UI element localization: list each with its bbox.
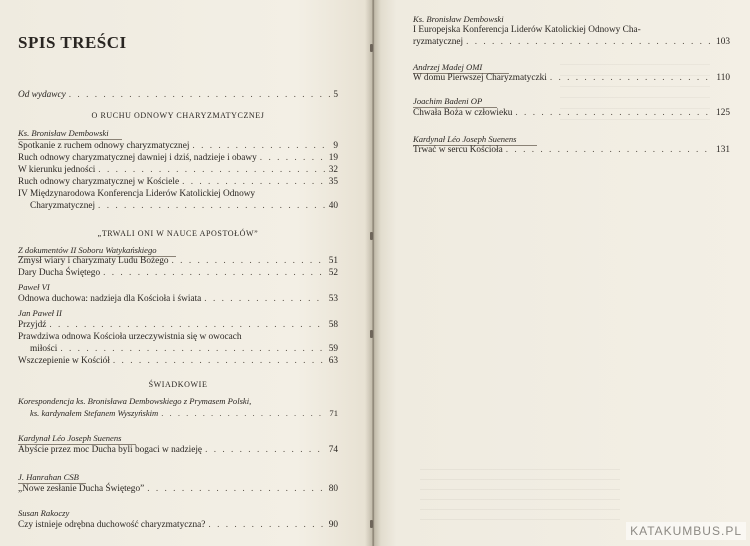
toc-entry-page: 58	[328, 320, 338, 330]
toc-entry-title: W domu Pierwszej Charyzmatyczki	[413, 73, 547, 83]
right-author-4: Kardynał Léo Joseph Suenens	[413, 134, 517, 144]
toc-entry-page: 110	[716, 73, 730, 83]
leader-dots	[172, 256, 326, 267]
toc-entry-title: Trwać w sercu Kościoła	[413, 145, 503, 155]
toc-entry	[18, 165, 338, 176]
toc-entry-page: 125	[716, 108, 730, 118]
leader-dots	[182, 177, 326, 188]
leader-dots	[205, 445, 326, 456]
toc-entry	[18, 320, 338, 331]
toc-entry-title: miłości	[30, 344, 58, 354]
toc-entry-title: Dary Ducha Świętego	[18, 268, 101, 278]
toc-entry-title: Ruch odnowy charyzmatycznej w Kościele	[18, 177, 180, 187]
toc-entry	[18, 256, 338, 267]
toc-entry-page: 52	[328, 268, 338, 278]
leader-dots	[506, 145, 713, 156]
leader-dots	[208, 520, 325, 531]
watermark: KATAKUMBUS.PL	[626, 522, 746, 540]
leader-dots	[98, 165, 325, 176]
binding-stitch	[370, 232, 373, 240]
toc-entry-page: 103	[716, 37, 730, 47]
toc-entry-title: Od wydawcy	[18, 90, 66, 100]
leader-dots	[204, 294, 325, 305]
toc-entry	[413, 37, 730, 48]
section3-author-rakoczy: Susan Rakoczy	[18, 508, 70, 518]
toc-entry-title: ks. kardynałem Stefanem Wyszyńskim	[30, 408, 159, 418]
toc-entry-page: 71	[329, 408, 338, 418]
toc-title: SPIS TREŚCI	[18, 33, 127, 52]
toc-entry-page: 74	[328, 445, 338, 455]
leader-dots	[98, 201, 326, 212]
toc-entry-page: 53	[328, 294, 338, 304]
toc-entry-page: 51	[328, 256, 338, 266]
leader-dots	[113, 356, 326, 367]
toc-entry-title: Charyzmatycznej	[30, 201, 96, 211]
toc-entry	[18, 153, 338, 164]
toc-entry	[18, 177, 338, 188]
toc-entry-foreword	[18, 90, 338, 101]
toc-entry	[30, 344, 338, 355]
section3-author-suenens: Kardynał Léo Joseph Suenens	[18, 433, 122, 443]
section-heading-1: O RUCHU ODNOWY CHARYZMATYCZNEJ	[91, 111, 265, 120]
bleed-through-texture	[420, 460, 620, 520]
toc-entry	[18, 268, 338, 279]
toc-entry-page: 40	[328, 201, 338, 211]
toc-entry-page: 35	[328, 177, 338, 187]
toc-entry-page: 9	[333, 141, 338, 151]
toc-entry-page: 90	[328, 520, 338, 530]
section2-author-1: Z dokumentów II Soboru Watykańskiego	[18, 245, 157, 255]
toc-entry-line1: IV Międzynarodowa Konferencja Liderów Katolickiej Odnowy	[18, 189, 256, 199]
toc-entry	[18, 520, 338, 531]
binding-stitch	[370, 44, 373, 52]
toc-entry-line1: I Europejska Konferencja Liderów Katolickiej Odnowy Cha-	[413, 25, 641, 35]
toc-entry-title: Spotkanie z ruchem odnowy charyzmatycznej	[18, 141, 190, 151]
toc-entry-page: 63	[328, 356, 338, 366]
leader-dots	[60, 344, 325, 355]
section2-author-3: Jan Paweł II	[18, 308, 62, 318]
leader-dots	[466, 37, 713, 48]
section-heading-3: ŚWIADKOWIE	[148, 380, 208, 389]
correspondence-line1: Korespondencja ks. Bronisława Dembowskiego z Prymasem Polski,	[18, 396, 252, 406]
leader-dots	[103, 268, 326, 279]
toc-entry-page: 80	[328, 484, 338, 494]
leader-dots	[147, 484, 325, 495]
toc-entry-title: Przyjdź	[18, 320, 47, 330]
binding-stitch	[370, 520, 373, 528]
section2-author-2: Paweł VI	[18, 282, 50, 292]
section3-author-hanrahan: J. Hanrahan CSB	[18, 472, 79, 482]
toc-entry-page: 59	[328, 344, 338, 354]
left-page	[0, 0, 372, 546]
section-heading-2: „TRWALI ONI W NAUCE APOSTOŁÓW”	[97, 229, 259, 238]
toc-entry-title: Chwała Boża w człowieku	[413, 108, 513, 118]
toc-entry-title: Odnowa duchowa: nadzieja dla Kościoła i świata	[18, 294, 202, 304]
toc-entry-title: „Nowe zesłanie Ducha Świętego”	[18, 484, 145, 494]
toc-entry-title: ryzmatycznej	[413, 37, 464, 47]
toc-entry-title: Zmysł wiary i charyzmaty Ludu Bożego	[18, 256, 169, 266]
toc-entry-page: 32	[328, 165, 338, 175]
toc-entry	[18, 356, 338, 367]
right-author-2: Andrzej Madej OMI	[413, 62, 483, 72]
right-author-3: Joachim Badeni OP	[413, 96, 483, 106]
toc-entry-page: 19	[328, 153, 338, 163]
leader-dots	[49, 320, 325, 331]
section1-author: Ks. Bronisław Dembowski	[18, 128, 109, 138]
toc-entry-title: W kierunku jedności	[18, 165, 96, 175]
toc-entry-title: Czy istnieje odrębna duchowość charyzmatyczna?	[18, 520, 206, 530]
toc-entry-page: 5	[333, 90, 338, 100]
toc-entry	[18, 294, 338, 305]
leader-dots	[69, 90, 331, 101]
bleed-through-texture	[560, 60, 710, 120]
author-underline	[18, 139, 122, 140]
leader-dots	[260, 153, 326, 164]
toc-entry-title: Abyście przez moc Ducha byli bogaci w nadzieję	[18, 445, 203, 455]
toc-entry-line1: Prawdziwa odnowa Kościoła urzeczywistnia się w owocach	[18, 332, 242, 342]
toc-entry	[30, 408, 338, 419]
toc-entry	[18, 141, 338, 152]
toc-entry-page: 131	[716, 145, 730, 155]
toc-entry	[18, 484, 338, 495]
book-gutter	[365, 0, 381, 546]
binding-stitch	[370, 330, 373, 338]
toc-entry-title: Ruch odnowy charyzmatycznej dawniej i dziś, nadzieje i obawy	[18, 153, 257, 163]
leader-dots	[192, 141, 330, 152]
right-author-1: Ks. Bronisław Dembowski	[413, 14, 504, 24]
toc-entry-title: Wszczepienie w Kościół	[18, 356, 110, 366]
toc-entry	[30, 201, 338, 212]
leader-dots	[161, 408, 326, 419]
toc-entry	[18, 445, 338, 456]
toc-entry	[413, 145, 730, 156]
